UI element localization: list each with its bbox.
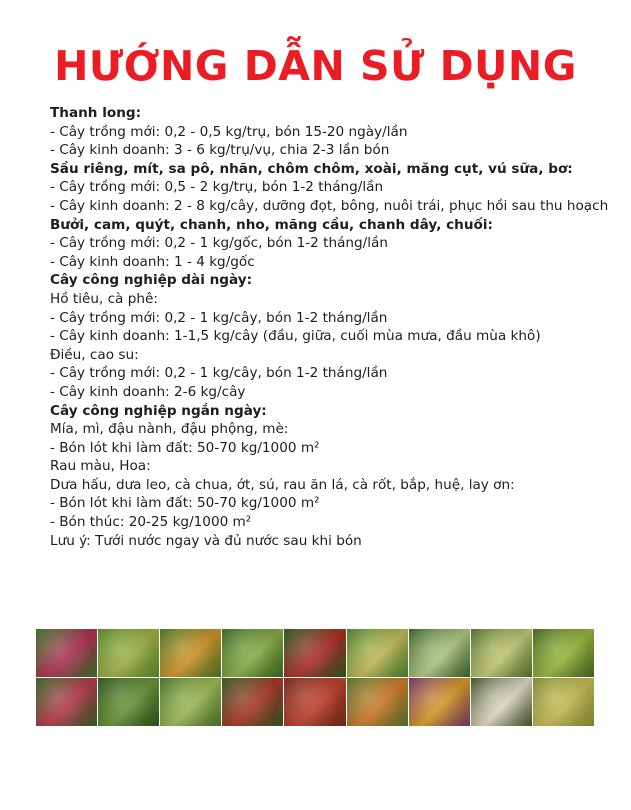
instruction-line: Rau màu, Hoa: <box>50 458 151 475</box>
instruction-line: - Cây trồng mới: 0,2 - 1 kg/cây, bón 1-2 tháng/lần <box>50 365 388 382</box>
mango-photo <box>347 629 408 677</box>
pomelo-photo <box>160 678 221 726</box>
crop-photo-collage <box>36 629 594 726</box>
instruction-line: - Cây trồng mới: 0,5 - 2 kg/trụ, bón 1-2 tháng/lần <box>50 179 384 196</box>
instruction-line: Dưa hấu, dưa leo, cà chua, ớt, sú, rau ăn lá, cà rốt, bắp, huệ, lay ơn: <box>50 476 515 493</box>
rice-field-photo <box>533 678 594 726</box>
dragon-fruit-photo <box>36 629 97 677</box>
instruction-line: - Cây kinh doanh: 2 - 8 kg/cây, dưỡng đọt, bông, nuôi trái, phục hồi sau thu hoạch <box>50 197 609 214</box>
pepper-vine-photo <box>284 629 345 677</box>
vegetables-photo <box>409 678 470 726</box>
durian-photo <box>98 629 159 677</box>
instruction-line: - Cây kinh doanh: 1-1,5 kg/cây (đầu, giữa, cuối mùa mưa, đầu mùa khô) <box>50 328 541 345</box>
section-heading: Cây công nghiệp ngắn ngày: <box>50 402 267 419</box>
instruction-line: - Bón lót khi làm đất: 50-70 kg/1000 m² <box>50 495 320 512</box>
instruction-line: Lưu ý: Tưới nước ngay và đủ nước sau khi bón <box>50 532 362 549</box>
rubber-tree-photo <box>471 678 532 726</box>
coffee-cherry-photo <box>222 678 283 726</box>
page-title: HƯỚNG DẪN SỬ DỤNG <box>54 42 577 90</box>
section-heading: Thanh long: <box>50 105 142 121</box>
instruction-line: - Cây trồng mới: 0,2 - 1 kg/gốc, bón 1-2 tháng/lần <box>50 235 388 252</box>
instruction-line: - Cây trồng mới: 0,2 - 1 kg/cây, bón 1-2 tháng/lần <box>50 309 388 326</box>
cashew-photo <box>347 678 408 726</box>
green-fruit-photo <box>222 629 283 677</box>
custard-apple-photo <box>409 629 470 677</box>
section-heading: Bưởi, cam, quýt, chanh, nho, mãng cầu, chanh dây, chuối: <box>50 216 493 233</box>
instruction-line: - Bón lót khi làm đất: 50-70 kg/1000 m² <box>50 439 320 456</box>
instruction-line: Hồ tiêu, cà phê: <box>50 290 158 307</box>
instruction-line: Điều, cao su: <box>50 346 139 363</box>
section-heading: Sầu riêng, mít, sa pô, nhãn, chôm chôm, xoài, măng cụt, vú sữa, bơ: <box>50 160 573 177</box>
avocado-photo <box>98 678 159 726</box>
instruction-line: - Cây trồng mới: 0,2 - 0,5 kg/trụ, bón 15-20 ngày/lần <box>50 123 408 140</box>
jackfruit-photo <box>471 629 532 677</box>
instruction-line: - Cây kinh doanh: 1 - 4 kg/gốc <box>50 253 255 270</box>
instruction-line: - Bón thúc: 20-25 kg/1000 m² <box>50 514 252 531</box>
instruction-line: - Cây kinh doanh: 2-6 kg/cây <box>50 383 246 400</box>
instruction-line: Mía, mì, đậu nành, đậu phộng, mè: <box>50 421 289 438</box>
rose-apple-photo <box>36 678 97 726</box>
durian-closeup-photo <box>533 629 594 677</box>
orange-tree-photo <box>160 629 221 677</box>
section-heading: Cây công nghiệp dài ngày: <box>50 272 253 289</box>
red-fruit-photo <box>284 678 345 726</box>
instruction-line: - Cây kinh doanh: 3 - 6 kg/trụ/vụ, chia 2-3 lần bón <box>50 142 390 159</box>
usage-instructions <box>50 104 610 550</box>
